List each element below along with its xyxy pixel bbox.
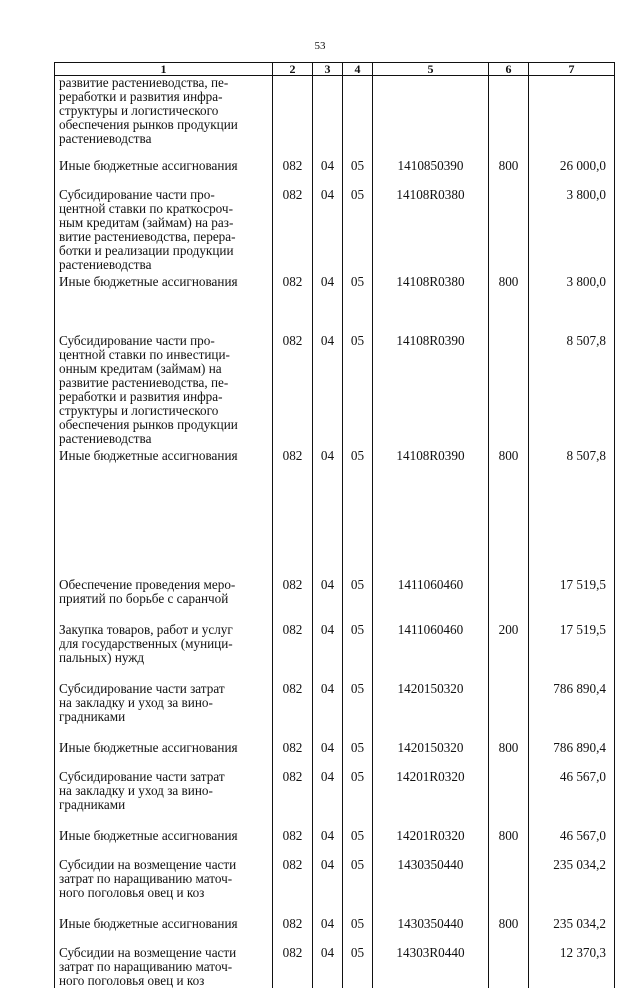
- row-ministry-code: 082: [273, 767, 313, 826]
- row-name: развитие растениеводства, пе- реработки и развития инфра- структуры и логистического обеспечения рынков продукции растениеводства: [55, 76, 273, 157]
- row-target-article: 14201R0320: [373, 767, 489, 826]
- table-row: [55, 679, 615, 738]
- row-target-article: 14201R0320: [373, 826, 489, 855]
- row-subsection-code: 05: [343, 575, 373, 620]
- row-ministry-code: 082: [273, 826, 313, 855]
- column-header-3: 3: [313, 63, 343, 76]
- column-number-row: [55, 63, 615, 76]
- row-name: Субсидирование части про- центной ставки по краткосроч- ным кредитам (займам) на раз- витие растениеводства, перера- ботки и реализации продукции растениеводства: [55, 185, 273, 272]
- row-amount: [529, 76, 615, 157]
- row-expense-type: 800: [489, 156, 529, 185]
- row-amount: 17 519,5: [529, 575, 615, 620]
- column-header-5: 5: [373, 63, 489, 76]
- table-row: [55, 826, 615, 855]
- table-row: [55, 943, 615, 988]
- row-subsection-code: 05: [343, 156, 373, 185]
- row-expense-type: 800: [489, 738, 529, 767]
- row-ministry-code: 082: [273, 620, 313, 679]
- row-expense-type: [489, 185, 529, 272]
- column-header-1: 1: [55, 63, 273, 76]
- row-expense-type: 800: [489, 272, 529, 331]
- row-section-code: 04: [313, 826, 343, 855]
- table-row: [55, 156, 615, 185]
- table-row: [55, 855, 615, 914]
- row-ministry-code: 082: [273, 331, 313, 446]
- row-section-code: 04: [313, 331, 343, 446]
- row-name: Обеспечение проведения меро- приятий по борьбе с саранчой: [55, 575, 273, 620]
- row-name: Субсидирование части про- центной ставки по инвестици- онным кредитам (займам) на развитие растениеводства, пе- реработки и развития инфра- структуры и логистического обеспечения рынков продукции растениеводства: [55, 331, 273, 446]
- row-amount: 17 519,5: [529, 620, 615, 679]
- row-section-code: 04: [313, 185, 343, 272]
- row-amount: 235 034,2: [529, 855, 615, 914]
- row-expense-type: [489, 76, 529, 157]
- page-number: 53: [0, 40, 640, 52]
- row-ministry-code: 082: [273, 855, 313, 914]
- row-expense-type: [489, 943, 529, 988]
- row-expense-type: 800: [489, 826, 529, 855]
- column-header-2: 2: [273, 63, 313, 76]
- table-row: [55, 575, 615, 620]
- row-target-article: 1411060460: [373, 575, 489, 620]
- budget-table: [54, 62, 615, 988]
- row-section-code: 04: [313, 914, 343, 943]
- row-target-article: 14108R0380: [373, 185, 489, 272]
- row-subsection-code: 05: [343, 679, 373, 738]
- row-section-code: 04: [313, 272, 343, 331]
- row-target-article: 1430350440: [373, 855, 489, 914]
- row-name: Иные бюджетные ассигнования: [55, 738, 273, 767]
- row-name: Субсидии на возмещение части затрат по наращиванию маточ- ного поголовья овец и коз: [55, 943, 273, 988]
- row-ministry-code: 082: [273, 738, 313, 767]
- row-ministry-code: [273, 76, 313, 157]
- row-name: Иные бюджетные ассигнования: [55, 156, 273, 185]
- row-section-code: 04: [313, 767, 343, 826]
- row-expense-type: 800: [489, 446, 529, 575]
- row-section-code: 04: [313, 446, 343, 575]
- row-section-code: 04: [313, 679, 343, 738]
- row-ministry-code: 082: [273, 575, 313, 620]
- row-expense-type: [489, 855, 529, 914]
- row-subsection-code: 05: [343, 914, 373, 943]
- row-ministry-code: 082: [273, 679, 313, 738]
- row-subsection-code: 05: [343, 826, 373, 855]
- row-name: Закупка товаров, работ и услуг для государственных (муници- пальных) нужд: [55, 620, 273, 679]
- table-row: [55, 331, 615, 446]
- row-ministry-code: 082: [273, 446, 313, 575]
- column-header-4: 4: [343, 63, 373, 76]
- row-target-article: 1430350440: [373, 914, 489, 943]
- row-expense-type: 800: [489, 914, 529, 943]
- row-name: Иные бюджетные ассигнования: [55, 914, 273, 943]
- row-subsection-code: 05: [343, 767, 373, 826]
- row-amount: 46 567,0: [529, 826, 615, 855]
- row-target-article: [373, 76, 489, 157]
- row-subsection-code: 05: [343, 738, 373, 767]
- row-ministry-code: 082: [273, 156, 313, 185]
- table-row: [55, 272, 615, 331]
- row-target-article: 14108R0390: [373, 446, 489, 575]
- row-section-code: [313, 76, 343, 157]
- row-subsection-code: 05: [343, 620, 373, 679]
- row-subsection-code: 05: [343, 185, 373, 272]
- table-header: [55, 63, 615, 76]
- row-section-code: 04: [313, 156, 343, 185]
- row-name: Иные бюджетные ассигнования: [55, 826, 273, 855]
- row-section-code: 04: [313, 620, 343, 679]
- row-name: Субсидирование части затрат на закладку и уход за вино- градниками: [55, 767, 273, 826]
- row-ministry-code: 082: [273, 185, 313, 272]
- row-subsection-code: [343, 76, 373, 157]
- table-row: [55, 76, 615, 157]
- row-amount: 46 567,0: [529, 767, 615, 826]
- row-target-article: 14108R0380: [373, 272, 489, 331]
- row-name: Иные бюджетные ассигнования: [55, 272, 273, 331]
- row-name: Субсидирование части затрат на закладку и уход за вино- градниками: [55, 679, 273, 738]
- column-header-6: 6: [489, 63, 529, 76]
- table-row: [55, 185, 615, 272]
- row-amount: 12 370,3: [529, 943, 615, 988]
- row-expense-type: [489, 679, 529, 738]
- row-name: Субсидии на возмещение части затрат по наращиванию маточ- ного поголовья овец и коз: [55, 855, 273, 914]
- row-amount: 26 000,0: [529, 156, 615, 185]
- row-target-article: 14303R0440: [373, 943, 489, 988]
- row-amount: 235 034,2: [529, 914, 615, 943]
- row-subsection-code: 05: [343, 272, 373, 331]
- row-target-article: 1420150320: [373, 738, 489, 767]
- row-ministry-code: 082: [273, 914, 313, 943]
- row-amount: 786 890,4: [529, 679, 615, 738]
- row-section-code: 04: [313, 855, 343, 914]
- row-expense-type: 200: [489, 620, 529, 679]
- row-subsection-code: 05: [343, 855, 373, 914]
- row-ministry-code: 082: [273, 943, 313, 988]
- table-body: [55, 76, 615, 988]
- row-section-code: 04: [313, 738, 343, 767]
- row-expense-type: [489, 575, 529, 620]
- row-amount: 786 890,4: [529, 738, 615, 767]
- row-expense-type: [489, 767, 529, 826]
- row-section-code: 04: [313, 575, 343, 620]
- row-subsection-code: 05: [343, 943, 373, 988]
- row-target-article: 1420150320: [373, 679, 489, 738]
- row-amount: 8 507,8: [529, 446, 615, 575]
- row-ministry-code: 082: [273, 272, 313, 331]
- row-amount: 8 507,8: [529, 331, 615, 446]
- row-subsection-code: 05: [343, 446, 373, 575]
- table-row: [55, 914, 615, 943]
- table-row: [55, 620, 615, 679]
- row-target-article: 1411060460: [373, 620, 489, 679]
- row-subsection-code: 05: [343, 331, 373, 446]
- row-amount: 3 800,0: [529, 185, 615, 272]
- row-amount: 3 800,0: [529, 272, 615, 331]
- row-name: Иные бюджетные ассигнования: [55, 446, 273, 575]
- row-section-code: 04: [313, 943, 343, 988]
- row-target-article: 14108R0390: [373, 331, 489, 446]
- column-header-7: 7: [529, 63, 615, 76]
- row-expense-type: [489, 331, 529, 446]
- table-row: [55, 446, 615, 575]
- row-target-article: 1410850390: [373, 156, 489, 185]
- table-row: [55, 738, 615, 767]
- table-row: [55, 767, 615, 826]
